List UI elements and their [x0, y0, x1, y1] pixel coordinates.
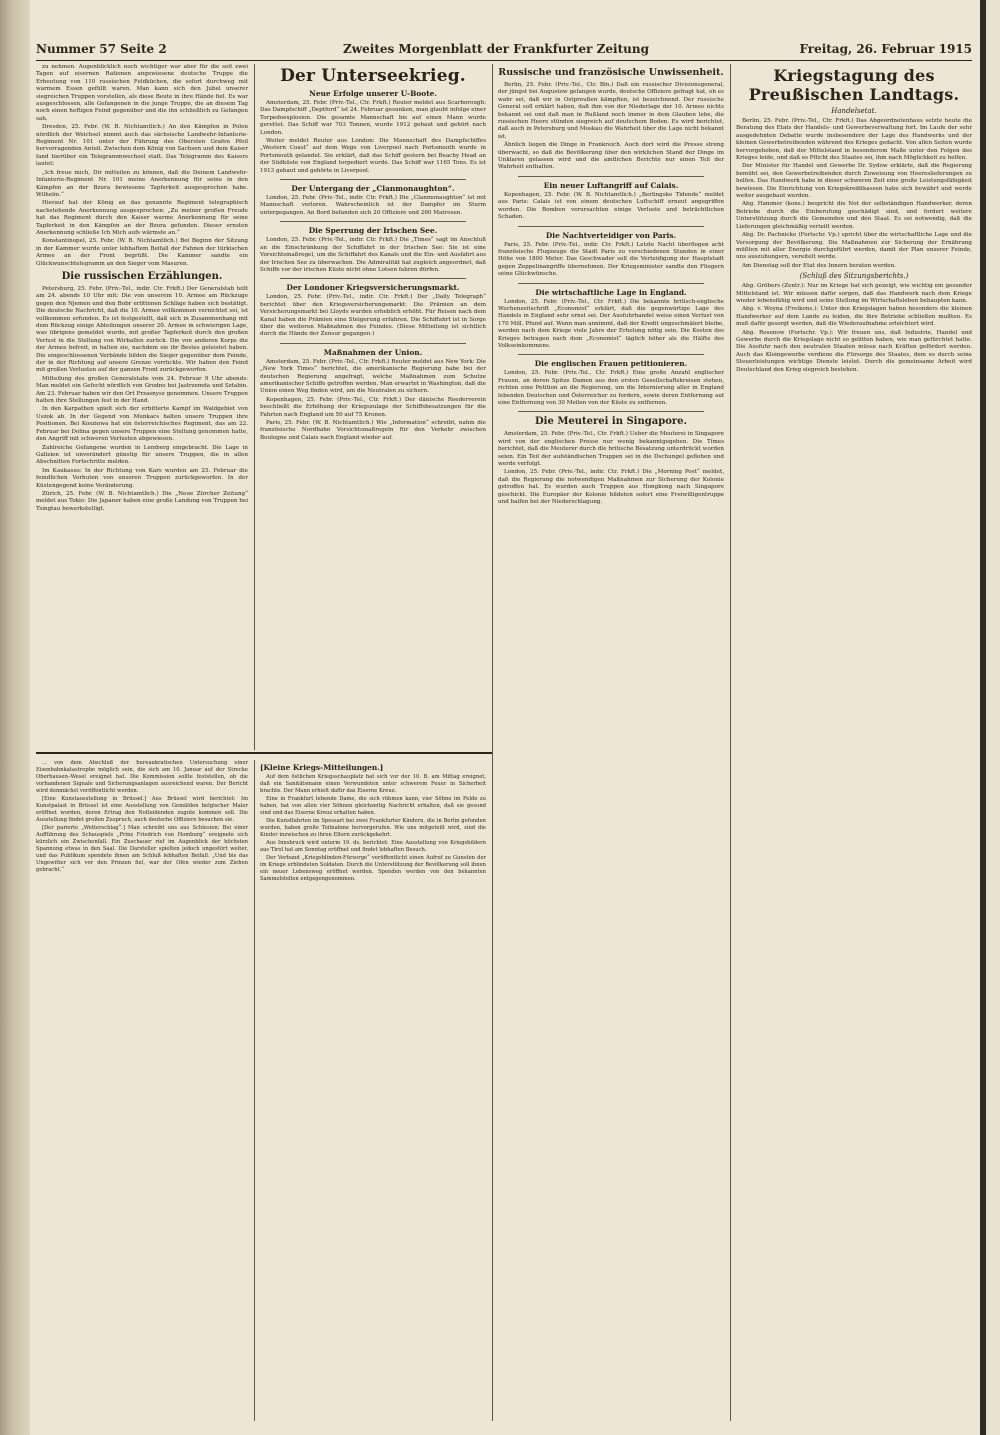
col1-item2: Zürich, 25. Febr. (W. B. Nichtamtlich.) Die „Neue Zürcher Zeitung“ meldet aus Tokio: Die Japaner haben eine große Landung von Truppen bei Tsingtau bewerkstelligt. — [36, 490, 248, 512]
col1-intro: zu nehmen. Augenblicklich noch wichtiger war aber für die seit zwei Tagen auf eisernen Rationen angewiesene deutsche Truppe die Erbeutung von 110 russischen Feldküchen, die sofort durchweg mit warmem Essen gefüllt waren. Man kann sich den Jubel unserer siegreichen Truppen vorstellen, als diese Beute in ihre Hände fiel. Es war ausgeschlossen, alle Gefangenen in die junge Truppe, die an diesem Tag noch einen heftigen Feind gegenüber und die ihn schließlich zu Gefangen sah. — [36, 64, 248, 122]
col3-item: London, 25. Febr. (Priv.-Tel., Ctr. Frkft.) Eine große Anzahl englischer Frauen, an deren Spitze Damen aus den ersten Gesellschaftskreisen stehen, richten eine Petition an die Regierung, um die Internierung aller in England lebenden Deutschen und Österreicher zu fordern, sowie deren Entfernung auf eine Entfernung von 30 Meilen von der Küste zu entfernen. — [498, 370, 724, 406]
col2-subheading: Neue Erfolge unserer U-Boote. — [309, 89, 437, 98]
page-header — [36, 40, 972, 61]
col1-item: Hierauf hat der König an das genannte Regiment telegraphisch nachstehende Anerkennung ausgesprochen: „Zu meiner großen Freude hat das Regiment durch den Kaiser warme Anerkennung für seine Tapferkeit in den Kämpfen an der Bzura gefunden. Dieser ernsten Anerkennung schließe Ich Mich aufs wärmste an.“ — [36, 200, 248, 236]
col4-item: Abg. Rosenow (Fortschr. Vp.): Wir freuen uns, daß Industrie, Handel und Gewerbe durch die Kriegslage nicht so gelitten haben, wie man gefürchtet hatte. Die Ausfuhr nach den neutralen Staaten müsse nach Kräften gefördert werden. Auch das Kleingewerbe verdiene die Fürsorge des Staates, dem es durch seine Steuerleistungen wichtige Dienste leistet. Durch die gemeinsame Arbeit wird Deutschland den Krieg siegreich bestehen. — [736, 329, 972, 373]
col4-item: Abg. Dr. Pachnicke (Fortschr. Vp.) spricht über die wirtschaftliche Lage und die Versorgung der Bevölkerung. Die Maßnahmen zur Sicherung der Ernährung müßten mit aller Energie durchgeführt werden, damit der Plan unserer Feinde, uns auszuhungern, vereitelt werde. — [736, 232, 972, 261]
separator — [518, 411, 704, 412]
col2-item: Amsterdam, 25. Febr. (Priv.-Tel., Ctr. Frkft.) Reuter meldet aus New York: Die „New York Times“ berichtet, die amerikanische Regierung habe bei der deutschen Regierung angefragt, welche Maßnahmen zum Schutze amerikanischer Schiffe getroffen werden. Man erwartet in Washington, daß die Union einen Weg finden wird, um die Neutralen zu sichern. — [260, 358, 486, 395]
col3-subheading: Die englischen Frauen petitionieren. — [534, 359, 688, 369]
col4-item: Abg. Hammer (kons.) bespricht die Not der selbständigen Handwerker, deren Betriebe durch die Einberufung geschädigt sind, und fordert weitere Unterstützung durch die Gemeinden und den Staat. Es sei notwendig, daß die Lieferungen gleichmäßig verteilt werden. — [736, 201, 972, 230]
col2-item: Paris, 25. Febr. (W. B. Nichtamtlich.) Wie „Information“ schreibt, nahm die französische Nordbahn Vorsichtsmaßregeln für den Verkehr zwischen Boulogne und Calais nach England wieder auf. — [260, 420, 486, 441]
col2-heading: Der Unterseekrieg. — [280, 66, 466, 86]
col2-subheading: Der Untergang der „Clanmonaughton“. — [291, 184, 455, 194]
col1-item: Dresden, 25. Febr. (W. B. Nichtamtlich.) An den Kämpfen in Polen nördlich der Weichsel nimmt auch das sächsische Landwehr-Infanterie-Regiment Nr. 101 unter der Führung des Obersten Grafen Pfeil hervorragenden Anteil. Zwischen dem König von Sachsen und dem Kaiser fand hierüber ein Telegrammwechsel statt. Das Telegramm des Kaisers lautet: — [36, 124, 248, 168]
column-rule — [254, 760, 255, 1421]
col2-item: London, 25. Febr. (Priv.-Tel., indir. Ctr. Frkft.) Die „Times“ sagt im Anschluß an die Einschränkung der Schiffahrt in der Irischen See: Sie ist eine Vorsichtsmaßregel, um die Schiffahrt des Kanals und die Ein- und Ausfahrt aus der Irischen See zu überwachen. Die Admiralität hat zugleich angeordnet, daß Schiffe vor der irischen Küste nicht ohne Lotsen fahren dürfen. — [260, 237, 486, 273]
col1-item: Konstantinopel, 25. Febr. (W. B. Nichtamtlich.) Bei Beginn der Sitzung in der Kammer wurde unter lebhaftem Beifall der Fahnen der türkischen Armee an der Front begrüßt. Die Kammer sandte ein Glückwunschtelegramm an den Sieger vom Masuren. — [36, 238, 248, 267]
col3-subheading: Die wirtschaftliche Lage in England. — [535, 287, 687, 297]
feuilleton-rule — [36, 752, 492, 754]
col1-item2: Mitteilung des großen Generalstabs vom 24. Februar 9 Uhr abends: Man meldet ein Gefecht nördlich von Grodno bei Jastrzemda und Sztabin. Am 23. Februar haben wir den Ort Przasnysz genommen. Unsere Truppen halten ihre Stellungen fest in der Hand. — [36, 375, 248, 405]
col3-subheading: Ein neuer Luftangriff auf Calais. — [543, 180, 679, 190]
col3-item: London, 25. Febr. (Priv.-Tel., Ctr. Frkft.) Die bekannte britisch-englische Wochenzeitschrift „Economist“ erklärt, daß die gegenwärtige Lage des Handels in England sehr ernst sei. Der Ausfuhrhandel weise einen Verlust von 170 Mill. Pfund auf. Wenn man annimmt, daß der Kredit ungeschmälert bleibe, werden nach dem Kriege viele Jahre der Erholung nötig sein. Die Kosten des Krieges betragen nach dem „Economist“ täglich höher als die Hälfte des Volkseinkommens. — [498, 298, 724, 349]
feuilleton-item: Auf dem östlichen Kriegsschauplatz hat sich vor der 10. B. am Mittag ereignet, daß ein Sanitätsmann einen Verwundeten unter schwerem Feuer in Sicherheit brachte. Der Mann erhielt dafür das Eiserne Kreuz. — [260, 774, 486, 794]
feuilleton-heading: [Kleine Kriegs-Mitteilungen.] — [260, 763, 384, 772]
adjacent-page-strip — [986, 0, 1000, 1435]
col3-subheading: Die Nachtverteidiger von Paris. — [545, 230, 677, 240]
col3-item: Ähnlich liegen die Dinge in Frankreich. Auch dort wird die Presse streng überwacht, so daß die Bevölkerung über den wirklichen Stand der Dinge im Unklaren gelassen wird und die amtlichen Berichte nur einen Teil der Wahrheit enthalten. — [498, 142, 724, 171]
header-date: Freitag, 26. Februar 1915 — [799, 42, 972, 56]
col3-heading: Die Meuterei in Singapore. — [535, 416, 687, 428]
col2-subheading: Der Londoner Kriegsversicherungsmarkt. — [286, 283, 460, 293]
separator — [280, 278, 466, 279]
column-2 — [260, 64, 486, 748]
col2-item: Weiter meldet Reuter aus London: Die Mannschaft des Dampfschiffes „Western Coast“ auf dem Wege von Liverpool nach Portsmouth wurde in Portsmouth gelandet. Sie erklärt, daß das Schiff gestern bei Beachy Head an der Südküste von England torpediert wurde. Das Schiff war 1165 Tons. Es ist 1913 gebaut und gehörte in Liverpool. — [260, 138, 486, 174]
col2-item: London, 25. Febr. (Priv.-Tel., indir. Ctr. Frkft.) Der „Daily Telegraph“ berichtet über den Kriegsversicherungsmarkt: Die Prämien an dem Versicherungsmarkt bei Lloyds wurden erheblich erhöht. Für Reisen nach dem Kanal haben die Prämien eine Steigerung erfahren. Die Schiffahrt ist in Sorge über die weiteren Maßnahmen des Feindes. (Diese Mitteilung ist sichtlich durch die Hände der Zensur gegangen.) — [260, 294, 486, 338]
header-masthead: Zweites Morgenblatt der Frankfurter Zeitung — [343, 42, 649, 56]
col2-subheading: Maßnahmen der Union. — [323, 347, 423, 357]
col1-item: „Ich freue mich, Dir mitteilen zu können, daß die Deinem Landwehr-Infanterie-Regiment Nr. 101 meine Anerkennung für seine in den Kämpfen an der Bzura bewiesene Tapferkeit ausgesprochen habe. Wilhelm.“ — [36, 169, 248, 198]
col3-item: Berlin, 25. Febr. (Priv.-Tel., Ctr. Bln.) Daß ein russischer Divisionsgeneral, der jüngst bei Augustow gefangen wurde, deutsche Offiziere gefragt hat, ob es wahr sei, daß wir in Ostpreußen kämpften, ist bezeichnend. Der russische General soll erklärt haben, daß ihm von der Niederlage der 10. Armee nichts bekannt sei und daß man in Rußland noch immer in dem Glauben lebe, die russischen Heere stünden siegreich auf deutschem Boden. Es wird berichtet, daß auch in Petersburg und Moskau die Wahrheit über die Lage nicht bekannt ist. — [498, 82, 724, 140]
feuilleton-item: ... von dem Abschluß der bureaukratischen Untersuchung einer Eisenbahnkatastrophe möglich sein, die sich am 10. Januar auf der Strecke Oberhausen–Wesel ereignet hat. Die Kommission sollte feststellen, ob die vorhandenen Signale und Sicherungsanlagen ausreichend waren. Der Bericht wird demnächst veröffentlicht werden. — [36, 760, 248, 794]
col3-item: Kopenhagen, 25. Febr. (W. B. Nichtamtlich.) „Berlingske Tidende“ meldet aus Paris: Calais ist von einem deutschen Luftschiff erneut angegriffen worden. Die Bomben verursachten einige Verluste und beträchtlichen Schaden. — [498, 191, 724, 221]
feuilleton-item: [Eine Kunstausstellung in Brüssel.] Aus Brüssel wird berichtet: Im Kunstpalast in Brüssel ist eine Ausstellung von Gemälden belgischer Maler eröffnet worden, deren Ertrag den Notleidenden zugute kommen soll. Die Ausstellung findet großen Zuspruch, auch deutsche Offiziere besuchen sie. — [36, 796, 248, 823]
col1-item2: In den Karpathen spielt sich der erbitterte Kampf im Waldgebiet von Uszok ab. In der Gegend von Munkacs halten unsere Truppen ihre Positionen. Bei Kosziowa hat ein österreichisches Regiment, das am 22. Februar bei Dolina gegen unsere Truppen eine Stellung genommen hatte, den Angriff mit schweren Verlusten abgewiesen. — [36, 406, 248, 443]
col4-item: Abg. v. Woyna (Freikons.): Unter den Kriegslagen haben besonders die kleinen Handwerker auf dem Lande zu leiden, die ihre Betriebe schließen mußten. Es muß dafür gesorgt werden, daß die Wiederaufnahme erleichtert wird. — [736, 306, 972, 328]
col1-item2: Im Kaukasus: In der Richtung von Kars wurden am 25. Februar die feindlichen Vorhuten von unseren Truppen zurückgeworfen. In der Küstengegend keine Veränderung. — [36, 467, 248, 489]
separator — [280, 179, 466, 180]
col2-subheading: Die Sperrung der Irischen See. — [308, 226, 438, 236]
separator — [518, 176, 704, 177]
separator — [280, 343, 466, 344]
feuilleton-item: Die Kunstfahrten im Spessart bei zwei Frankfurter Kindern, die in Berlin gefunden wurden, haben große Teilnahme hervorgerufen. Wie uns mitgeteilt wird, sind die Kinder inzwischen zu ihren Eltern zurückgekehrt. — [260, 818, 486, 838]
col3-item: Paris, 25. Febr. (Priv.-Tel., indir. Ctr. Frkft.) Letzte Nacht überflogen acht französische Flugzeuge die Stadt Paris zu verschiedenen Stunden in einer Höhe von 1800 Meter. Das Geschwader soll die Verteidigung der Hauptstadt gegen Zeppelinangriffe übernehmen. Der Kriegsminister sandte den Fliegern seine Glückwünsche. — [498, 241, 724, 278]
adjacent-page-edge — [980, 0, 1000, 1435]
col2-item: Kopenhagen, 25. Febr. (Priv.-Tel., Ctr. Frkft.) Der dänische Reederverein beschließt die Erhöhung der Kriegszulage der Schiffsbesatzungen für die Fahrten nach England um 50 auf 75 Kronen. — [260, 396, 486, 418]
feuilleton-item: Eine in Frankfurt lebende Dame, die sich rühmen kann, vier Söhne im Felde zu haben, hat von allen vier Söhnen gleichzeitig Nachricht erhalten, daß sie gesund sind und das Eiserne Kreuz erhalten haben. — [260, 796, 486, 816]
col1-item2: Petersburg, 25. Febr. (Priv.-Tel., indir. Ctr. Frkft.) Der Generalstab teilt am 24. abends 10 Uhr mit: Die von unserem 10. Armee am Rückzuge gegen den Njemen und den Bobr erlittenen Schläge haben sich bestätigt. Die deutsche Nachricht, daß die 10. Armee vollkommen vernichtet sei, ist vollkommen erfunden. Es ist festgestellt, daß sich in Zusammenhang mit dem Rückzug einige Abteilungen unserer 20. Armee in schwierigen Lage, was übrigens gemeldet wurde, mit großer Tapferkeit durch den großen Verlust in die Stellung von Wirballen zurück. Die von anderen Korps die der Armee befreit, in halten sie, nachdem sie ihr Bestes geleistet haben. Die eingeschlossenen Verbände bilden die Sieger gegenüber dem Feinde, der in der Richtung auf unsere Grenze vorrückte. Wir haben den Feind mit großen Verlusten auf der ganzen Front zurückgeworfen. — [36, 285, 248, 374]
column-1 — [36, 64, 248, 748]
col4-item: Am Dienstag soll der Etat des Innern beraten werden. — [742, 262, 896, 269]
col4-subheading: Handelsetat. — [831, 107, 877, 115]
separator — [518, 283, 704, 284]
col4-end-note: (Schluß des Sitzungsberichts.) — [799, 272, 909, 281]
col4-heading: Kriegstagung des Preußischen Landtags. — [748, 66, 960, 104]
column-4 — [736, 64, 972, 1419]
column-rule — [730, 64, 731, 1421]
col2-item: London, 25. Febr. (Priv.-Tel., indir. Ctr. Frkft.) Die „Clanmonaughton“ ist mit Mannschaft verloren. Wahrscheinlich ist der Dampfer im Sturm untergegangen. An Bord befanden sich 20 Offiziere und 260 Matrosen. — [260, 195, 486, 216]
feuilleton-right — [260, 760, 486, 1420]
header-issue-page: Nummer 57 Seite 2 — [36, 42, 167, 56]
feuilleton-item: [Der parierte „Wetterschlag“.] Man schreibt uns aus Schlesien: Bei einer Aufführung des Schauspiels „Prinz Friedrich von Homburg“ ereignete sich kürzlich ein Zwischenfall. Ein Zuschauer rief im Augenblick der höchsten Spannung etwas in den Saal. Die Darsteller spielten jedoch ungestört weiter, und das Publikum spendete ihnen am Schluß lebhaften Beifall. „Und bis das Ungewitter sich vor den Prinzen fiel, war der Ofen wieder zum Ziehen gebracht.“ — [36, 825, 248, 873]
separator — [280, 221, 466, 222]
col2-item: Amsterdam, 25. Febr. (Priv.-Tel., Ctr. Frkft.) Reuter meldet aus Scarborough: Das Dampfschiff „Deptford“ ist 24. Februar gesunken, man glaubt infolge einer Torpedoexplosion. Die gesamte Mannschaft bis auf einen Mann wurde gerettet. Das Schiff war 703 Tonnen, wurde 1912 gebaut und gehört nach London. — [260, 100, 486, 136]
col4-item: Abg. Gröbers (Zentr.): Nur im Kriege hat sich gezeigt, wie wichtig ein gesunder Mittelstand ist. Wir müssen dafür sorgen, daß das Handwerk nach dem Kriege wieder lebensfähig wird und seine Stellung im Wirtschaftsleben behaupten kann. — [736, 283, 972, 304]
feuilleton-left — [36, 760, 248, 1420]
col1-heading: Die russischen Erzählungen. — [61, 270, 223, 282]
col3-item: London, 25. Febr. (Priv.-Tel., indir. Ctr. Frkft.) Die „Morning Post“ meldet, daß die Regierung die notwendigen Maßnahmen zur Sicherung der Kolonie getroffen hat. Es wurden auch Truppen aus Hongkong nach Singapore geschickt. Die Europäer der Kolonie bildeten sofort eine Freiwilligentruppe und halfen bei der Niederschlagung. — [498, 469, 724, 506]
column-rule — [254, 64, 255, 750]
separator — [518, 226, 704, 227]
column-3 — [498, 64, 724, 1419]
col4-item: Berlin, 25. Febr. (Priv.-Tel., Ctr. Frkft.) Das Abgeordnetenhaus setzte heute die Beratung des Etats der Handels- und Gewerbeverwaltung fort. Im Laufe der sehr ausgedehnten Debatte wurde insbesondere der Lage des Handwerks und der kleinen Gewerbetreibenden während des Krieges gedacht. Von allen Seiten wurde hervorgehoben, daß der Mittelstand in besonderem Maße unter den Folgen des Krieges leide, und daß es Pflicht des Staates sei, ihm nach Möglichkeit zu helfen. — [736, 118, 972, 162]
column-rule — [492, 64, 493, 1421]
feuilleton-item: Der Verband „Kriegsblinden-Fürsorge“ veröffentlicht einen Aufruf zu Gunsten der im Kriege erblindeten Soldaten. Durch die Unterstützung der Bevölkerung soll ihnen ein neuer Lebensweg eröffnet werden. Spenden werden von den bekannten Sammelstellen entgegengenommen. — [260, 855, 486, 882]
col3-heading: Russische und französische Unwissenheit. — [498, 67, 724, 78]
separator — [518, 354, 704, 355]
col4-item: Der Minister für Handel und Gewerbe Dr. Sydow erklärte, daß die Regierung bemüht sei, den Gewerbetreibenden durch Zuweisung von Heereslieferungen zu helfen. Das Handwerk habe in dieser schweren Zeit eine große Leistungsfähigkeit bewiesen. Die Einrichtung von Kriegskreditkassen habe sich bewährt und werde weiter ausgebaut werden. — [736, 163, 972, 200]
col3-item: Amsterdam, 25. Febr. (Priv.-Tel., Ctr. Frkft.) Ueber die Meuterei in Singapore wird von der englischen Presse nur wenig bekanntgegeben. Die Times berichtet, daß die Meuterer durch die britische Besatzung unterdrückt worden seien. Ein Teil der aufständischen Truppen sei in die Dschungel geflohen und werde verfolgt. — [498, 431, 724, 468]
col1-item2: Zahlreiche Gefangene wurden in Lemberg eingebracht. Die Lage in Galizien ist unverändert günstig für unsere Truppen, die in allen Abschnitten Fortschritte melden. — [36, 444, 248, 466]
feuilleton-item: Aus Innsbruck wird unterm 19. ds. berichtet: Eine Ausstellung von Kriegsbildern aus Tirol hat am Sonntag eröffnet und findet lebhaften Besuch. — [260, 840, 486, 853]
book-spine-shadow — [0, 0, 30, 1435]
